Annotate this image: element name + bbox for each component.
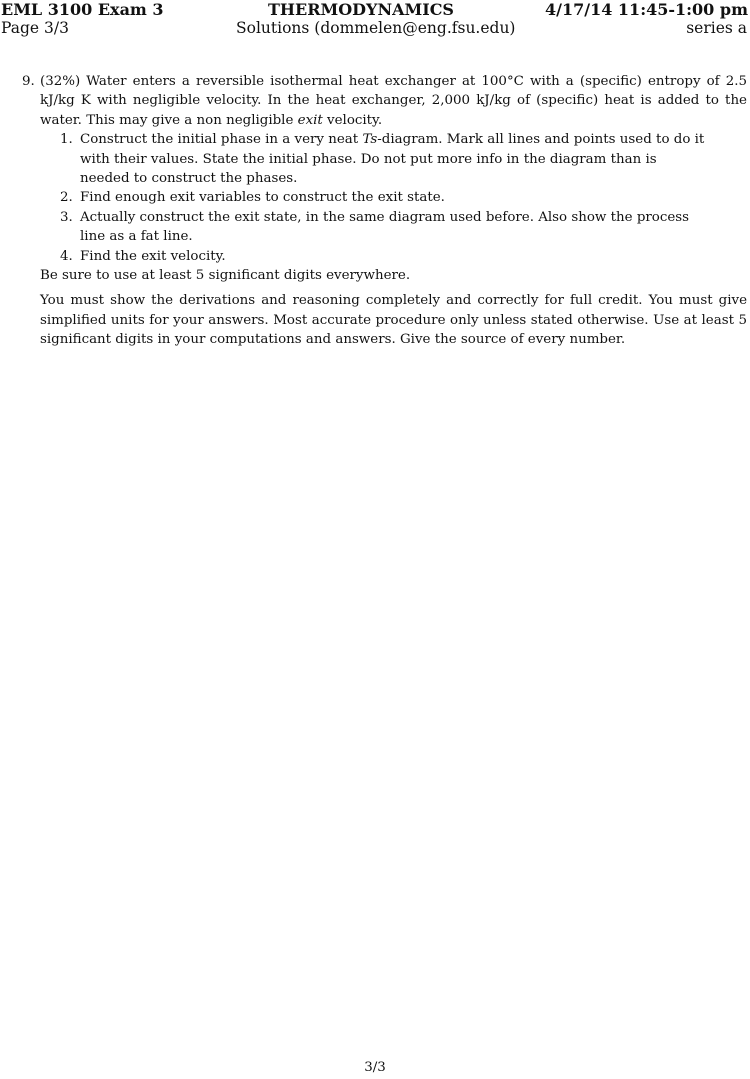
ts-symbol: Ts	[362, 132, 378, 148]
instructions-paragraph: You must show the derivations and reasoning completely and correctly for full credit. You must give simplified units for your answers. Most accurate procedure only unless stated otherwise. Use at least 5 significant digits in your computations and answers. Give the source of every number.	[40, 293, 747, 348]
question-block	[22, 72, 747, 350]
significant-digits-note: Be sure to use at least 5 significant digits everywhere.	[40, 268, 411, 284]
step-item	[40, 247, 710, 266]
exit-emphasis: exit	[297, 112, 323, 128]
step-item	[40, 208, 710, 247]
header-row-2	[0, 19, 750, 39]
question-number: 9.	[22, 74, 35, 89]
header-row-1	[0, 0, 750, 20]
question-steps	[40, 130, 747, 266]
question-text	[40, 72, 747, 130]
step-number: 4.	[60, 248, 73, 264]
page-footer: 3/3	[364, 1060, 386, 1075]
solutions-contact: Solutions (dommelen@eng.fsu.edu)	[236, 19, 516, 37]
step-number: 1.	[60, 132, 73, 148]
step-text-cont: -diagram. Mark all lines and points used to do it with their values. State the initial phase. Do not put more info in the diagram than is needed to construct the phases.	[80, 132, 705, 187]
step-text: Construct the initial phase in a very neat	[80, 132, 363, 148]
exam-subject: THERMODYNAMICS	[268, 0, 454, 19]
question-text-end: velocity.	[322, 112, 383, 128]
step-number: 2.	[60, 190, 73, 206]
step-item	[40, 188, 710, 207]
step-item	[40, 130, 710, 188]
exam-datetime: 4/17/14 11:45-1:00 pm	[545, 0, 748, 19]
page-indicator: Page 3/3	[1, 19, 69, 37]
step-text: Find enough exit variables to construct the exit state.	[80, 190, 445, 206]
series-label: series a	[686, 19, 747, 37]
question-text-main: (32%) Water enters a reversible isothermal heat exchanger at 100°C with a (specific) entropy of 2.5 kJ/kg K with negligible velocity. In the heat exchanger, 2,000 kJ/kg of (specific) heat is added to the water. This may give a non negligible	[40, 74, 747, 128]
course-title: EML 3100 Exam 3	[1, 0, 164, 19]
step-text: Actually construct the exit state, in the same diagram used before. Also show the process line as a fat line.	[80, 209, 690, 245]
step-text: Find the exit velocity.	[80, 248, 226, 264]
step-number: 3.	[60, 209, 73, 225]
